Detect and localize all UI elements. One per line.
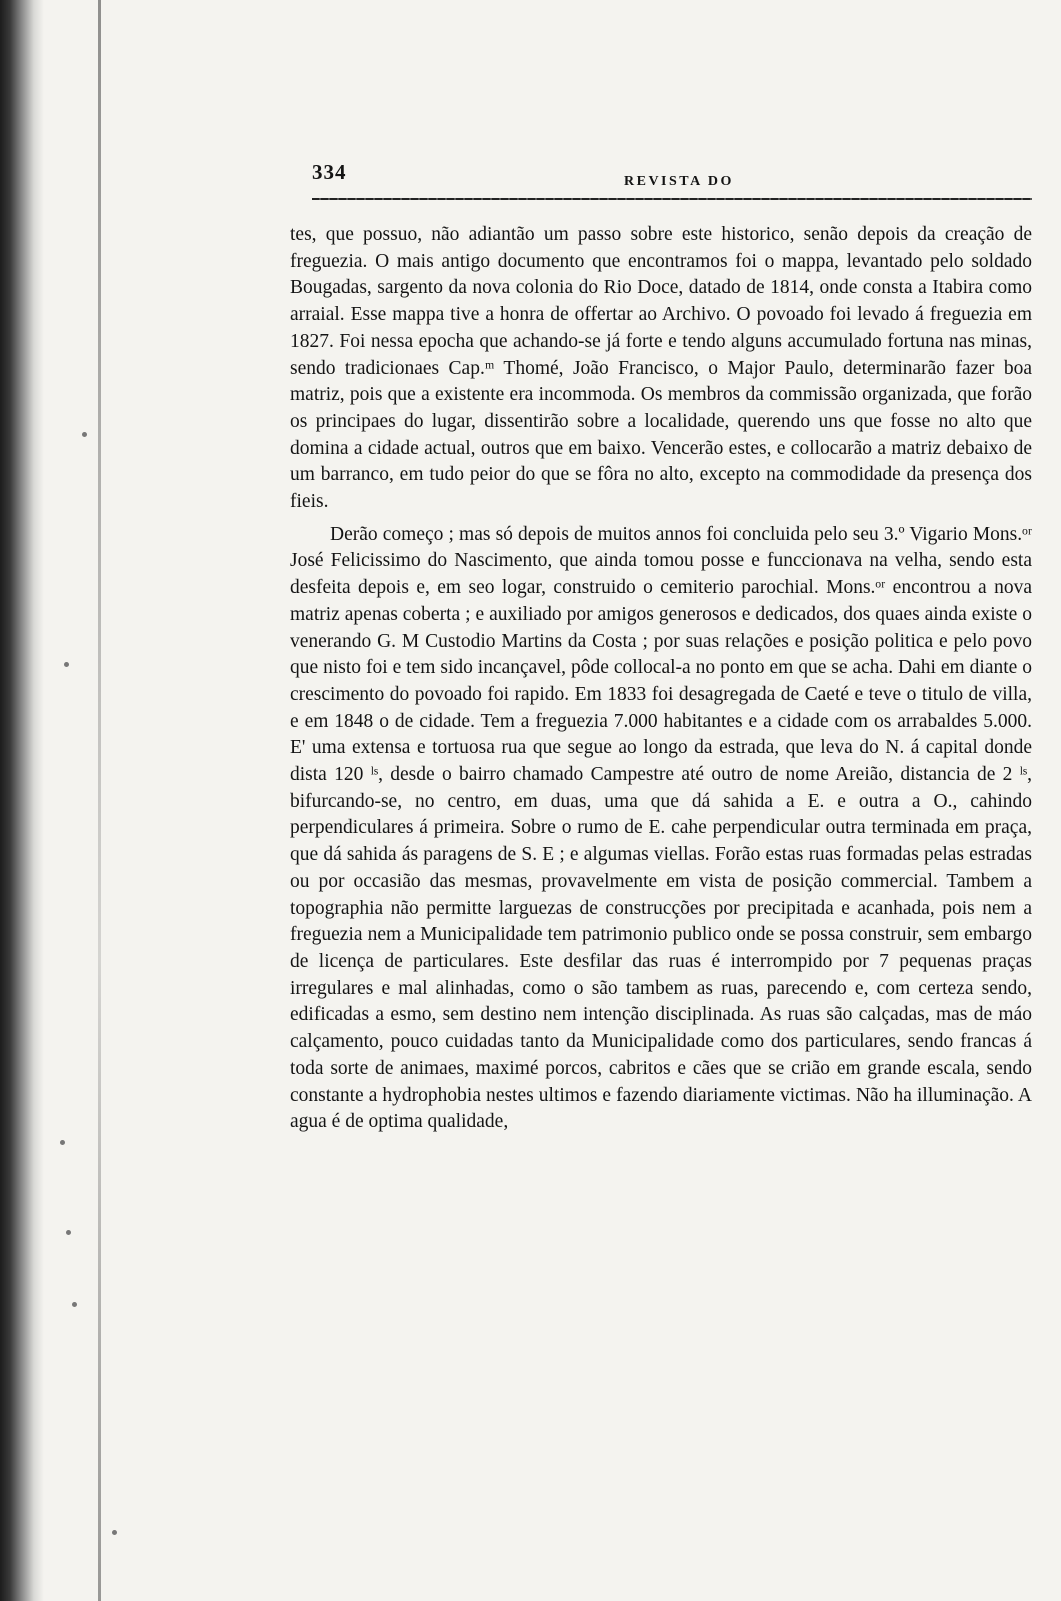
binding-shadow: [0, 0, 44, 1601]
body-text: [290, 222, 1032, 1136]
ink-speck: [66, 1230, 71, 1235]
running-head: REVISTA DO: [624, 174, 734, 189]
binding-crease: [98, 0, 101, 1601]
paragraph-1: tes, que possuo, não adiantão um passo sobre este historico, senão depois da creação de freguezia. O mais antigo documento que encontramos foi o mappa, levantado pelo soldado Bougadas, sargento da nova colonia do Rio Doce, datado de 1814, onde consta a Itabira como arraial. Esse mappa tive a honra de offertar ao Archivo. O povoado foi levado á freguezia em 1827. Foi nessa epocha que achando-se já forte e tendo alguns accumulado fortuna nas minas, sendo tradicionaes Cap.ᵐ Thomé, João Francisco, o Major Paulo, determinarão fazer boa matriz, pois que a existente era incommoda. Os membros da commissão organizada, que forão os principaes do lugar, dissentirão sobre a localidade, querendo uns que fosse no alto que domina a cidade actual, outros que em baixo. Vencerão estes, e collocarão a matriz debaixo de um barranco, em tudo peior do que se fôra no alto, excepto na commodidade da presença dos fieis.: [290, 224, 1032, 513]
ink-speck: [82, 432, 87, 437]
page-number: 334: [312, 160, 347, 184]
paragraph-2: Derão começo ; mas só depois de muitos annos foi concluida pelo seu 3.º Vigario Mons.ᵒʳ José Felicissimo do Nascimento, que ainda tomou posse e funccionava na velha, sendo esta desfeita depois e, em seo logar, construido o cemiterio parochial. Mons.ᵒʳ encontrou a nova matriz apenas coberta ; e auxiliado por amigos generosos e dedicados, dos quaes ainda existe o venerando G. M Custodio Martins da Costa ; por suas relações e posição politica e pelo povo que nisto foi e tem sido incançavel, pôde collocal-a no ponto em que se acha. Dahi em diante o crescimento do povoado foi rapido. Em 1833 foi desagregada de Caeté e teve o titulo de villa, e em 1848 o de cidade. Tem a freguezia 7.000 habitantes e a cidade com os arrabaldes 5.000. E' uma extensa e tortuosa rua que segue ao longo da estrada, que leva do N. á capital donde dista 120 ˡˢ, desde o bairro chamado Campestre até outro de nome Areião, distancia de 2 ˡˢ, bifurcando-se, no centro, em duas, uma que dá sahida a E. e outra a O., cahindo perpendiculares á primeira. Sobre o rumo de E. cahe perpendicular outra terminada em praça, que dá sahida ás paragens de S. E ; e algumas viellas. Forão estas ruas formadas pelas estradas ou por occasião das mesmas, provavelmente em vista de posição commercial. Tambem a topographia não permitte larguezas de construcções por precipitada e acanhada, pois nem a freguezia nem a Municipalidade tem patrimonio publico onde se possa construir, sem embargo de licença de particulares. Este desfilar das ruas é interrompido por 7 pequenas praças irregulares e mal alinhadas, como o são tambem as ruas, parecendo e, com certeza sendo, edificadas a esmo, sem destino nem intenção disciplinada. As ruas são calçadas, mas de máo calçamento, pouco cuidadas tanto da Municipalidade como dos particulares, sendo francas á toda sorte de animaes, maximé porcos, cabritos e cães que se crião em grande escala, sendo constante a hydrophobia nestes ultimos e fazendo diariamente victimas. Não ha illuminação. A agua é de optima qualidade,: [290, 523, 1032, 1133]
ink-speck: [60, 1140, 65, 1145]
ink-speck: [64, 662, 69, 667]
header-rule: [312, 198, 1032, 200]
page-header: [312, 160, 1032, 200]
ink-speck: [72, 1302, 77, 1307]
ink-speck: [112, 1530, 117, 1535]
